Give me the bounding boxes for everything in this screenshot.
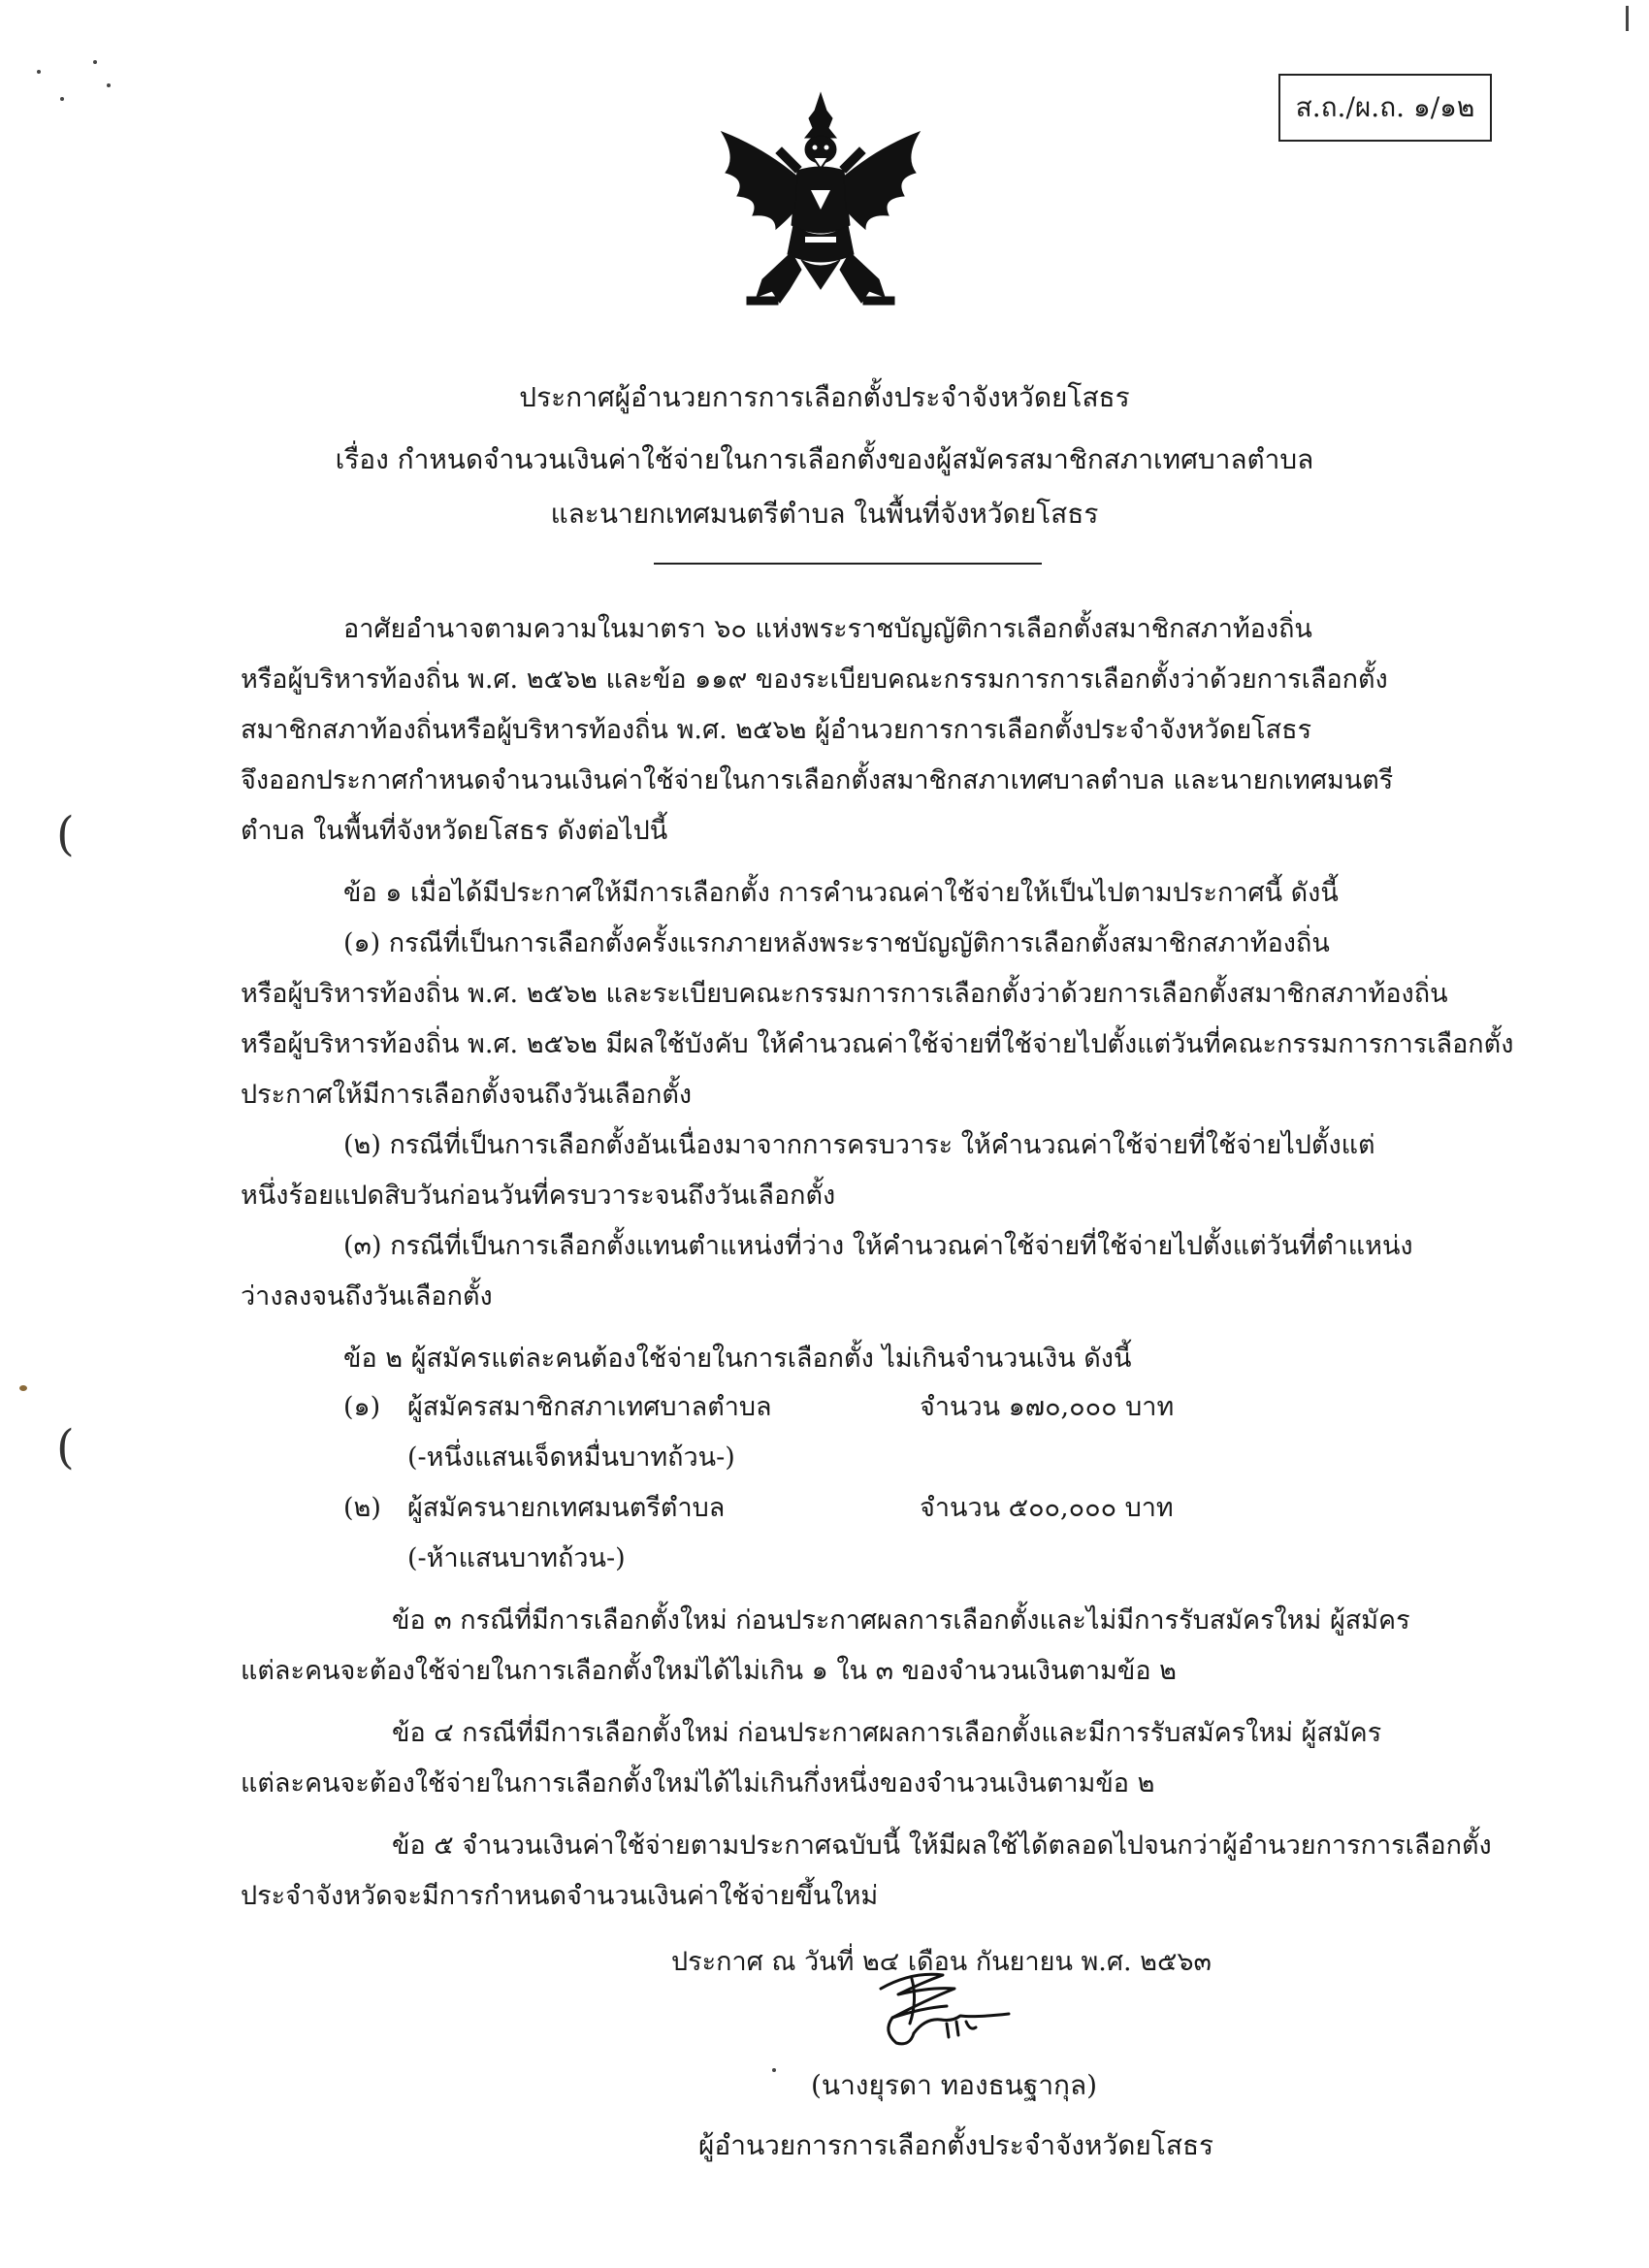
limit-row-number: (๒) <box>343 1493 381 1523</box>
scan-speck <box>60 97 64 101</box>
scan-speck <box>107 83 111 87</box>
signatory-position: ผู้อำนวยการการเลือกตั้งประจำจังหวัดยโสธร <box>698 2129 1214 2161</box>
scan-speck <box>37 70 41 74</box>
preamble-line: จึงออกประกาศกำหนดจำนวนเงินค่าใช้จ่ายในการเลือกตั้งสมาชิกสภาเทศบาลตำบล และนายกเทศมนตรี <box>241 765 1394 795</box>
limit-row-number: (๑) <box>343 1392 381 1422</box>
clause-5-cont: ประจำจังหวัดจะมีการกำหนดจำนวนเงินค่าใช้จ่ายขึ้นใหม่ <box>241 1881 879 1911</box>
hole-punch-mark: ( <box>56 807 75 861</box>
form-code-box <box>1278 74 1492 142</box>
clause-5: ข้อ ๕ จำนวนเงินค่าใช้จ่ายตามประกาศฉบับนี้ ให้มีผลใช้ได้ตลอดไปจนกว่าผู้อำนวยการการเลือกตั้ง <box>392 1831 1492 1861</box>
clause-4: ข้อ ๔ กรณีที่มีการเลือกตั้งใหม่ ก่อนประกาศผลการเลือกตั้งและมีการรับสมัครใหม่ ผู้สมัคร <box>392 1718 1382 1748</box>
preamble-line: อาศัยอำนาจตามความในมาตรา ๖๐ แห่งพระราชบัญญัติการเลือกตั้งสมาชิกสภาท้องถิ่น <box>343 614 1312 644</box>
limit-row-amount: จำนวน ๕๐๐,๐๐๐ บาท <box>920 1493 1174 1523</box>
handwritten-signature-icon <box>854 1950 1018 2057</box>
clause-2-intro: ข้อ ๒ ผู้สมัครแต่ละคนต้องใช้จ่ายในการเลือกตั้ง ไม่เกินจำนวนเงิน ดังนี้ <box>343 1344 1132 1374</box>
clause-4-cont: แต่ละคนจะต้องใช้จ่ายในการเลือกตั้งใหม่ได้ไม่เกินกึ่งหนึ่งของจำนวนเงินตามข้อ ๒ <box>241 1768 1155 1798</box>
clause-1-item-1: (๑) กรณีที่เป็นการเลือกตั้งครั้งแรกภายหลังพระราชบัญญัติการเลือกตั้งสมาชิกสภาท้องถิ่น <box>343 928 1330 958</box>
scan-speck <box>19 1385 27 1391</box>
clause-1-item-2: (๒) กรณีที่เป็นการเลือกตั้งอันเนื่องมาจากการครบวาระ ให้คำนวณค่าใช้จ่ายที่ใช้จ่ายไปตั้งแต่ <box>343 1130 1375 1160</box>
announcement-subject: เรื่อง กำหนดจำนวนเงินค่าใช้จ่ายในการเลือกตั้งของผู้สมัครสมาชิกสภาเทศบาลตำบล <box>335 443 1314 475</box>
clause-3-cont: แต่ละคนจะต้องใช้จ่ายในการเลือกตั้งใหม่ได้ไม่เกิน ๑ ใน ๓ ของจำนวนเงินตามข้อ ๒ <box>241 1656 1177 1686</box>
form-code: ส.ถ./ผ.ถ. ๑/๑๒ <box>1295 91 1475 123</box>
garuda-emblem-icon <box>708 89 933 322</box>
clause-1-item-1-cont: หรือผู้บริหารท้องถิ่น พ.ศ. ๒๕๖๒ มีผลใช้บังคับ ให้คำนวณค่าใช้จ่ายที่ใช้จ่ายไปตั้งแต่วันที่คณะกรรมการการเลือกตั้ง <box>241 1029 1514 1059</box>
scan-edge-mark <box>1626 6 1629 31</box>
hole-punch-mark: ( <box>56 1420 75 1474</box>
preamble-line: สมาชิกสภาท้องถิ่นหรือผู้บริหารท้องถิ่น พ.ศ. ๒๕๖๒ ผู้อำนวยการการเลือกตั้งประจำจังหวัดยโสธร <box>241 715 1312 745</box>
signatory-name: (นางยุรดา ทองธนฐากุล) <box>811 2069 1098 2101</box>
limit-row-amount: จำนวน ๑๗๐,๐๐๐ บาท <box>920 1392 1175 1422</box>
clause-3: ข้อ ๓ กรณีที่มีการเลือกตั้งใหม่ ก่อนประกาศผลการเลือกตั้งและไม่มีการรับสมัครใหม่ ผู้สมัคร <box>392 1605 1410 1636</box>
limit-row-words: (-ห้าแสนบาทถ้วน-) <box>407 1543 626 1573</box>
announcement-subject-cont: และนายกเทศมนตรีตำบล ในพื้นที่จังหวัดยโสธร <box>550 498 1099 530</box>
clause-1-intro: ข้อ ๑ เมื่อได้มีประกาศให้มีการเลือกตั้ง การคำนวณค่าใช้จ่ายให้เป็นไปตามประกาศนี้ ดังนี้ <box>343 878 1339 908</box>
title-divider <box>654 563 1042 565</box>
scan-speck <box>772 2068 776 2072</box>
clause-1-item-2-cont: หนึ่งร้อยแปดสิบวันก่อนวันที่ครบวาระจนถึงวันเลือกตั้ง <box>241 1181 836 1211</box>
preamble-line: ตำบล ในพื้นที่จังหวัดยโสธร ดังต่อไปนี้ <box>241 816 668 846</box>
clause-1-item-1-cont: หรือผู้บริหารท้องถิ่น พ.ศ. ๒๕๖๒ และระเบียบคณะกรรมการการเลือกตั้งว่าด้วยการเลือกตั้งสมาชิกสภาท้องถิ่น <box>241 979 1448 1009</box>
announcement-title: ประกาศผู้อำนวยการการเลือกตั้งประจำจังหวัดยโสธร <box>519 381 1130 413</box>
announcement-date: ประกาศ ณ วันที่ ๒๔ เดือน กันยายน พ.ศ. ๒๕๖๓ <box>671 1947 1212 1977</box>
limit-row-label: ผู้สมัครสมาชิกสภาเทศบาลตำบล <box>407 1392 772 1422</box>
clause-1-item-3: (๓) กรณีที่เป็นการเลือกตั้งแทนตำแหน่งที่ว่าง ให้คำนวณค่าใช้จ่ายที่ใช้จ่ายไปตั้งแต่วันที่ตำแหน่ง <box>343 1231 1413 1261</box>
preamble-line: หรือผู้บริหารท้องถิ่น พ.ศ. ๒๕๖๒ และข้อ ๑๑๙ ของระเบียบคณะกรรมการการเลือกตั้งว่าด้วยการเลือกตั้ง <box>241 664 1388 695</box>
scan-speck <box>93 60 97 64</box>
clause-1-item-1-cont: ประกาศให้มีการเลือกตั้งจนถึงวันเลือกตั้ง <box>241 1080 693 1110</box>
clause-1-item-3-cont: ว่างลงจนถึงวันเลือกตั้ง <box>241 1281 493 1312</box>
limit-row-words: (-หนึ่งแสนเจ็ดหมื่นบาทถ้วน-) <box>407 1442 735 1473</box>
limit-row-label: ผู้สมัครนายกเทศมนตรีตำบล <box>407 1493 726 1523</box>
